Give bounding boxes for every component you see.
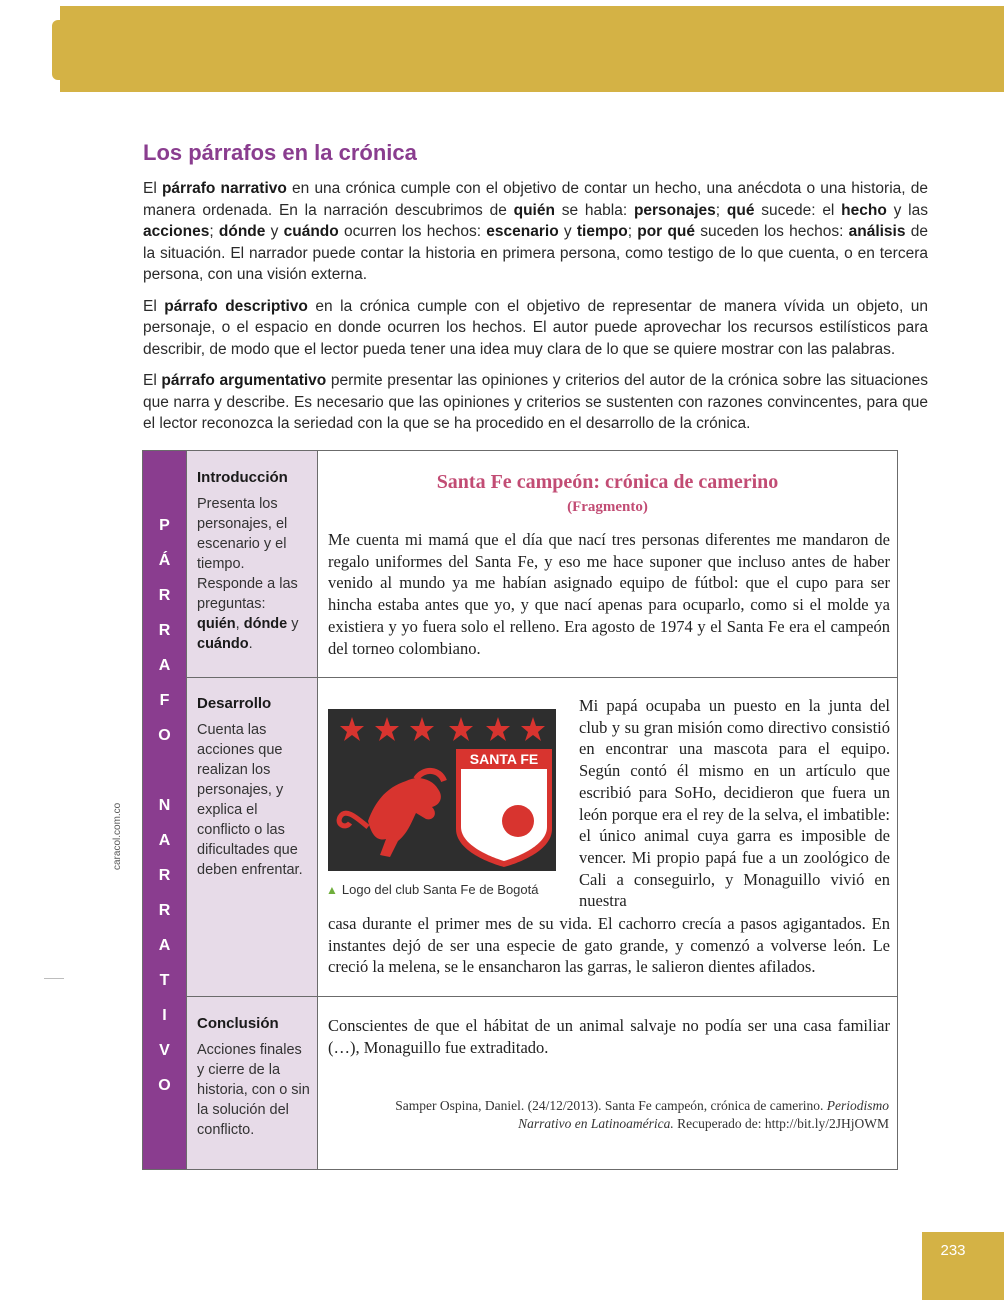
logo-caption-text: Logo del club Santa Fe de Bogotá	[341, 882, 539, 897]
vertical-letter: V	[159, 1042, 170, 1059]
intro-paragraph-narrative: El párrafo narrativo en una crónica cumple con el objetivo de contar un hecho, una anécdota o una historia, de manera ordenada. En la narración descubrimos de quién se habla: personajes; qué sucede: el hecho y las acciones; dónde y cuándo ocurren los hechos: escenario y tiempo; por qué suceden los hechos: análisis de la situación. El narrador puede contar la historia en primera persona, como testigo de lo que cuenta, o en tercera persona, con una visión externa.	[143, 180, 928, 283]
chronicle-paragraph-intro: Me cuenta mi mamá que el día que nací tres personas diferentes me mandaron de regalo uniformes del Santa Fe, y eso me hace suponer que incluso antes de haber venido al mundo ya me habían asignado equipo de fútbol: que el cupo para ser hincha estaba antes que yo, y que nací apenas para ocuparlo, como si el molde ya existiera y yo fuera solo el relleno. Era agosto de 1974 y el Santa Fe era el campeón del torneo colombiano.	[328, 530, 890, 658]
vertical-letter: R	[158, 622, 171, 639]
vertical-letter: P	[159, 517, 170, 534]
chronicle-paragraph-development: Mi papá ocupaba un puesto en la junta del club y su gran misión como directivo consistió en encontrar una mascota para el equipo. Según contó él mismo en un artículo que escribió para SoHo, decidieron que fuera un león porque era el rey de la selva, el imbatible: el único animal cuya garra es imposible de vencer. Mi propio papá fue a un zoológico de Cali a conseguirlo, y Monaguillo vivió en nuestra	[579, 696, 890, 911]
chronicle-title: Santa Fe campeón: crónica de camerino	[436, 471, 779, 493]
section-description: Presenta los personajes, el escenario y el tiempo. Responde a las preguntas: quién, dónde y cuándo.	[197, 496, 299, 652]
vertical-letter: F	[159, 692, 170, 709]
vertical-letter: R	[158, 587, 171, 604]
triangle-icon: ▲	[326, 883, 338, 897]
section-column	[186, 451, 318, 1169]
vertical-letter: O	[158, 1077, 171, 1094]
vertical-letter: N	[158, 797, 171, 814]
page-title: Los párrafos en la crónica	[143, 140, 417, 165]
section-title: Desarrollo	[197, 695, 272, 712]
chronicle-paragraph-conclusion: Conscientes de que el hábitat de un animal salvaje no podía ser una casa familiar (…), Monaguillo fue extraditado.	[328, 1016, 890, 1057]
vertical-letter: O	[158, 727, 171, 744]
vertical-letter: R	[158, 902, 171, 919]
stars-icon	[340, 717, 545, 741]
intro-paragraph-descriptive: El párrafo descriptivo en la crónica cumple con el objetivo de representar de manera vívida un objeto, un personaje, o el espacio en donde ocurren los hechos. El autor puede aprovechar los recursos estilísticos para describir, de modo que el lector pueda tener una idea muy clara de lo que se quiere mostrar con las palabras.	[143, 297, 929, 358]
vertical-letter: A	[158, 657, 171, 674]
page-number: 233	[940, 1242, 966, 1259]
vertical-letter: T	[159, 972, 170, 989]
santa-fe-logo	[328, 709, 556, 871]
section-conclusion	[187, 1015, 319, 1140]
side-credit: caracol.com.co	[112, 802, 123, 870]
vertical-letter: A	[158, 937, 171, 954]
citation: Samper Ospina, Daniel. (24/12/2013). Santa Fe campeón, crónica de camerino. Periodismo Narrativo en Latinoamérica. Recuperado de: http://bit.ly/2JHjOWM	[395, 1098, 889, 1131]
margin-tick	[44, 978, 64, 979]
intro-paragraph-argumentative: El párrafo argumentativo permite presentar las opiniones y criterios del autor de la crónica sobre las situaciones que narra y describe. Es necesario que las opiniones y criterios se sustenten con razones convincentes, para que el lector reconozca la seriedad con la que se ha procedido en el desarrollo de la crónica.	[143, 372, 928, 432]
chronicle-column	[318, 451, 897, 1169]
structure-table	[142, 450, 898, 1170]
santa-fe-logo-icon	[328, 709, 556, 871]
section-introduccion	[187, 469, 319, 654]
intro-text	[143, 178, 928, 445]
section-desarrollo	[187, 695, 319, 880]
section-title: Introducción	[197, 469, 288, 486]
header-band-edge	[52, 20, 62, 80]
vertical-letter: A	[158, 832, 171, 849]
section-description: Acciones finales y cierre de la historia, con o sin la solución del conflicto.	[197, 1042, 310, 1138]
chronicle-paragraph-development-continued: casa durante el primer mes de su vida. El cachorro crecía a pasos agigantados. En instantes dejó de ser una especie de gato grande, y comenzó a volverse león. Le creció la melena, se le ensancharon las garras, le salieron dientes afilados.	[328, 914, 890, 977]
section-description: Cuenta las acciones que realizan los personajes, y explica el conflicto o las dificultades que deben enfrentar.	[197, 722, 303, 878]
vertical-letter: Á	[158, 552, 171, 569]
logo-caption	[326, 882, 538, 897]
section-title: Conclusión	[197, 1015, 279, 1032]
logo-text: SANTA FE	[469, 751, 539, 767]
vertical-label-bar	[143, 451, 186, 1169]
header-band	[60, 6, 1004, 92]
chronicle-subtitle: (Fragmento)	[567, 499, 648, 515]
vertical-letter: R	[158, 867, 171, 884]
page-number-box	[922, 1232, 1004, 1300]
lion-icon	[339, 771, 444, 857]
vertical-letter: I	[162, 1007, 167, 1024]
